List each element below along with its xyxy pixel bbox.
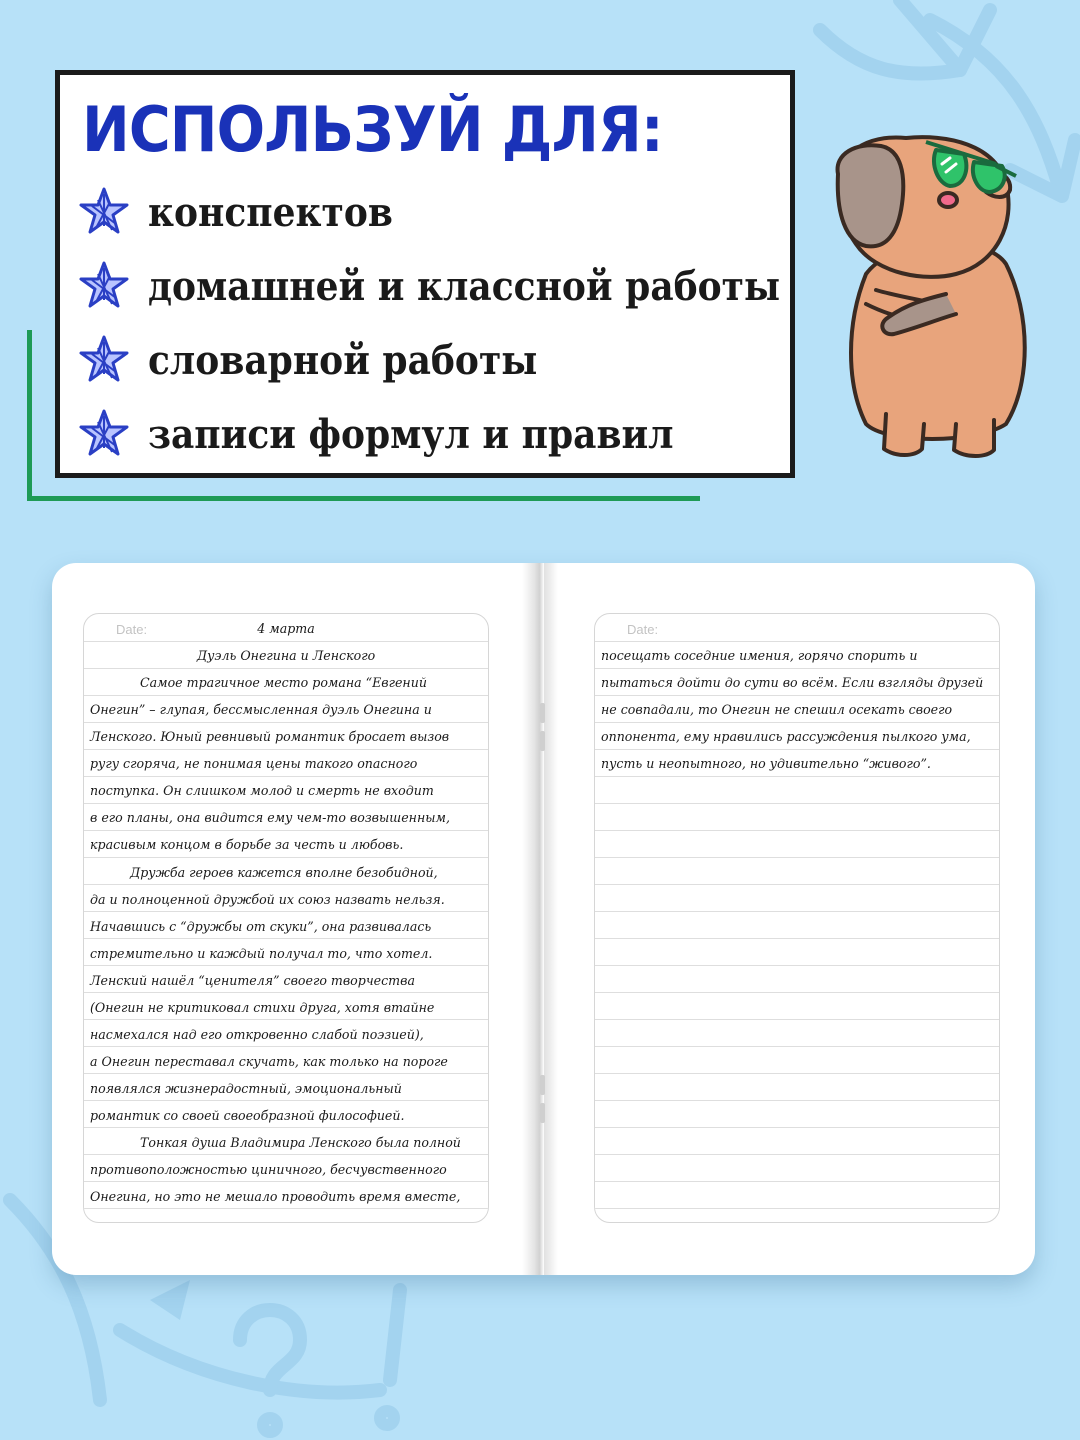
handwritten-line: поступка. Он слишком молод и смерть не входит (90, 783, 434, 798)
handwritten-line: а Онегин переставал скучать, как только на пороге (90, 1054, 448, 1069)
date-label: Date: (116, 622, 148, 637)
handwritten-line: оппонента, ему нравились рассуждения пылкого ума, (601, 729, 971, 744)
ruled-line (595, 992, 999, 993)
notebook-spine (522, 563, 544, 1275)
usage-item-label: словарной работы (148, 336, 538, 384)
ruled-line (595, 1019, 999, 1020)
handwritten-line: в его планы, она видится ему чем-то возвышенным, (90, 810, 450, 825)
ruled-line (595, 1046, 999, 1047)
ruled-line (595, 884, 999, 885)
usage-item-label: конспектов (148, 188, 393, 236)
handwritten-line: романтик со своей своеобразной философией. (90, 1108, 405, 1123)
ruled-line (595, 1154, 999, 1155)
handwritten-line: Онегина, но это не мешало проводить время вместе, (90, 1189, 461, 1204)
ruled-line (595, 857, 999, 858)
handwritten-line: Дружба героев кажется вполне безобидной, (130, 865, 438, 880)
handwritten-line: красивым концом в борьбе за честь и любовь. (90, 837, 404, 852)
handwritten-line: 4 марта (257, 621, 315, 636)
ruled-line (595, 1073, 999, 1074)
star-icon (78, 408, 130, 460)
right-page (594, 613, 1000, 1223)
ruled-line (595, 911, 999, 912)
usage-item (78, 175, 850, 249)
ruled-line (595, 803, 999, 804)
ruled-line (595, 1181, 999, 1182)
handwritten-line: насмехался над его откровенно слабой поэзией), (90, 1027, 424, 1042)
handwritten-line: Самое трагичное место романа “Евгений (140, 675, 427, 690)
handwritten-line: Начавшись с “дружбы от скуки”, она развивалась (90, 919, 432, 934)
handwritten-line: появлялся жизнерадостный, эмоциональный (90, 1081, 402, 1096)
star-icon (78, 334, 130, 386)
handwritten-line: да и полноценной дружбой их союз назвать нельзя. (90, 892, 445, 907)
handwritten-line: посещать соседние имения, горячо спорить и (601, 648, 918, 663)
handwritten-line: Онегин” – глупая, бессмысленная дуэль Онегина и (90, 702, 432, 717)
handwritten-line: Дуэль Онегина и Ленского (196, 648, 376, 663)
handwritten-line: стремительно и каждый получал то, что хотел. (90, 946, 433, 961)
handwritten-line: Ленский нашёл “ценителя” своего творчества (90, 973, 415, 988)
star-icon (78, 186, 130, 238)
binder-ring (540, 703, 545, 723)
usage-item-label: записи формул и правил (148, 410, 674, 458)
capybara-icon (826, 124, 1036, 470)
handwritten-line: пытаться дойти до сути во всём. Если взгляды друзей (601, 675, 984, 690)
usage-list (78, 175, 850, 471)
card-title: ИСПОЛЬЗУЙ ДЛЯ: (82, 93, 663, 166)
handwritten-line: противоположностью циничного, бесчувственного (90, 1162, 447, 1177)
notebook-spread (52, 563, 1035, 1275)
handwritten-line: (Онегин не критиковал стихи друга, хотя втайне (90, 1000, 435, 1015)
handwritten-line: ругу сгоряча, не понимая цены такого опасного (90, 756, 418, 771)
handwritten-line: пусть и неопытного, но удивительно “живого”. (601, 756, 931, 771)
ruled-line (595, 938, 999, 939)
ruled-line (595, 830, 999, 831)
handwritten-line: Ленского. Юный ревнивый романтик бросает вызов (90, 729, 450, 744)
ruled-line (595, 1208, 999, 1209)
ruled-line (595, 1100, 999, 1101)
ruled-line (595, 1127, 999, 1128)
handwritten-line: не совпадали, то Онегин не спешил осекать своего (601, 702, 953, 717)
handwritten-line: Тонкая душа Владимира Ленского была полной (140, 1135, 461, 1150)
binder-ring (540, 1103, 545, 1123)
date-label: Date: (627, 622, 659, 637)
left-page (83, 613, 489, 1223)
binder-ring (540, 1075, 545, 1095)
binder-ring (540, 731, 545, 751)
usage-item (78, 397, 850, 471)
usage-item-label: домашней и классной работы (148, 262, 781, 310)
usage-card (55, 70, 795, 478)
star-icon (78, 260, 130, 312)
usage-item (78, 323, 850, 397)
notebook-spine-shadow (544, 563, 558, 1275)
usage-item (78, 249, 850, 323)
ruled-line (595, 965, 999, 966)
